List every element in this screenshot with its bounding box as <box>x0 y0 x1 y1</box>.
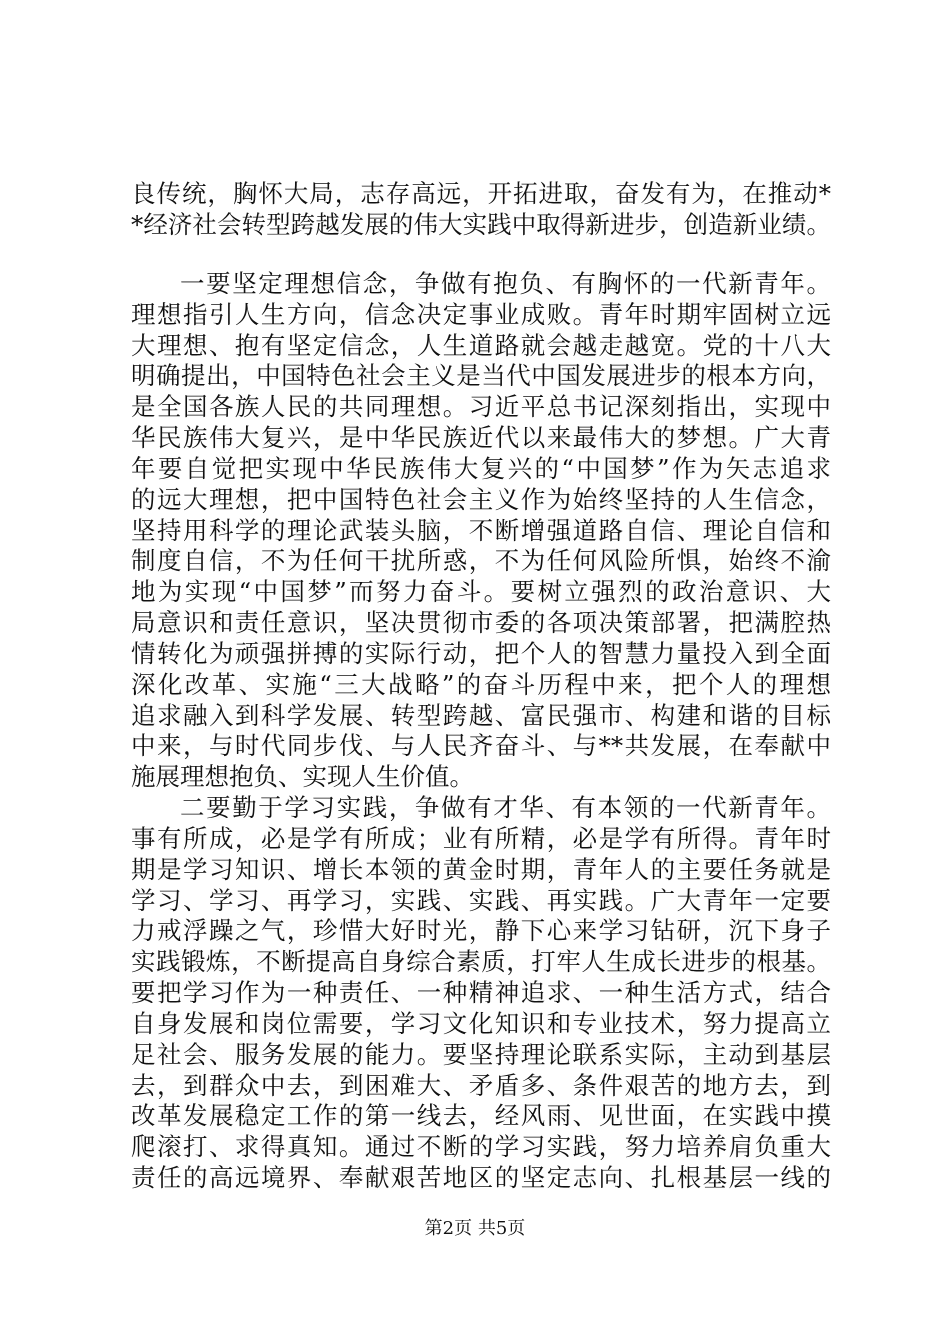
text-line-27: 自身发展和岗位需要，学习文化知识和专业技术，努力提高立 <box>131 1009 831 1038</box>
text-line-26: 要把学习作为一种责任、一种精神追求、一种生活方式，结合 <box>131 978 831 1007</box>
text-line-10: 的远大理想，把中国特色社会主义作为始终坚持的人生信念， <box>131 485 831 514</box>
text-line-30: 改革发展稳定工作的第一线去，经风雨、见世面，在实践中摸 <box>131 1101 831 1130</box>
text-line-31: 爬滚打、求得真知。通过不断的学习实践，努力培养肩负重大 <box>131 1132 831 1161</box>
text-line-7: 是全国各族人民的共同理想。习近平总书记深刻指出，实现中 <box>131 392 831 421</box>
text-line-13: 地为实现“中国梦”而努力奋斗。要树立强烈的政治意识、大 <box>131 577 831 606</box>
text-line-25: 实践锻炼，不断提高自身综合素质，打牢人生成长进步的根基。 <box>131 947 831 976</box>
text-line-2: *经济社会转型跨越发展的伟大实践中取得新进步，创造新业绩。 <box>131 210 831 239</box>
text-line-11: 坚持用科学的理论武装头脑，不断增强道路自信、理论自信和 <box>131 516 831 545</box>
text-line-19: 施展理想抱负、实现人生价值。 <box>131 762 474 791</box>
text-line-4: 理想指引人生方向，信念决定事业成败。青年时期牢固树立远 <box>131 300 831 329</box>
text-line-1: 良传统，胸怀大局，志存高远，开拓进取，奋发有为，在推动* <box>131 179 831 208</box>
text-line-9: 年要自觉把实现中华民族伟大复兴的“中国梦”作为矢志追求 <box>131 454 831 483</box>
text-line-23: 学习、学习、再学习，实践、实践、再实践。广大青年一定要 <box>131 886 831 915</box>
text-line-18: 中来，与时代同步伐、与人民齐奋斗、与**共发展，在奉献中 <box>131 731 831 760</box>
text-line-24: 力戒浮躁之气，珍惜大好时光，静下心来学习钻研，沉下身子 <box>131 916 831 945</box>
text-line-16: 深化改革、实施“三大战略”的奋斗历程中来，把个人的理想 <box>131 670 831 699</box>
text-line-5: 大理想、抱有坚定信念，人生道路就会越走越宽。党的十八大 <box>131 331 831 360</box>
text-line-29: 去，到群众中去，到困难大、矛盾多、条件艰苦的地方去，到 <box>131 1071 831 1100</box>
text-line-22: 期是学习知识、增长本领的黄金时期，青年人的主要任务就是 <box>131 855 831 884</box>
text-line-32: 责任的高远境界、奉献艰苦地区的坚定志向、扎根基层一线的 <box>131 1163 831 1192</box>
text-line-21: 事有所成，必是学有所成；业有所精，必是学有所得。青年时 <box>131 824 831 853</box>
text-line-6: 明确提出，中国特色社会主义是当代中国发展进步的根本方向， <box>131 361 831 390</box>
text-line-12: 制度自信，不为任何干扰所惑，不为任何风险所惧，始终不渝 <box>131 546 831 575</box>
text-line-15: 情转化为顽强拼搏的实际行动，把个人的智慧力量投入到全面 <box>131 639 831 668</box>
text-line-14: 局意识和责任意识，坚决贯彻市委的各项决策部署，把满腔热 <box>131 608 831 637</box>
paragraph-2-heading: 二要勤于学习实践，争做有才华、有本领的一代新青年。 <box>180 793 831 822</box>
text-line-28: 足社会、服务发展的能力。要坚持理论联系实际，主动到基层 <box>131 1040 831 1069</box>
text-line-17: 追求融入到科学发展、转型跨越、富民强市、构建和谐的目标 <box>131 701 831 730</box>
paragraph-1-heading: 一要坚定理想信念，争做有抱负、有胸怀的一代新青年。 <box>180 269 831 298</box>
text-line-8: 华民族伟大复兴，是中华民族近代以来最伟大的梦想。广大青 <box>131 423 831 452</box>
page-footer: 第2页 共5页 <box>424 1218 526 1239</box>
